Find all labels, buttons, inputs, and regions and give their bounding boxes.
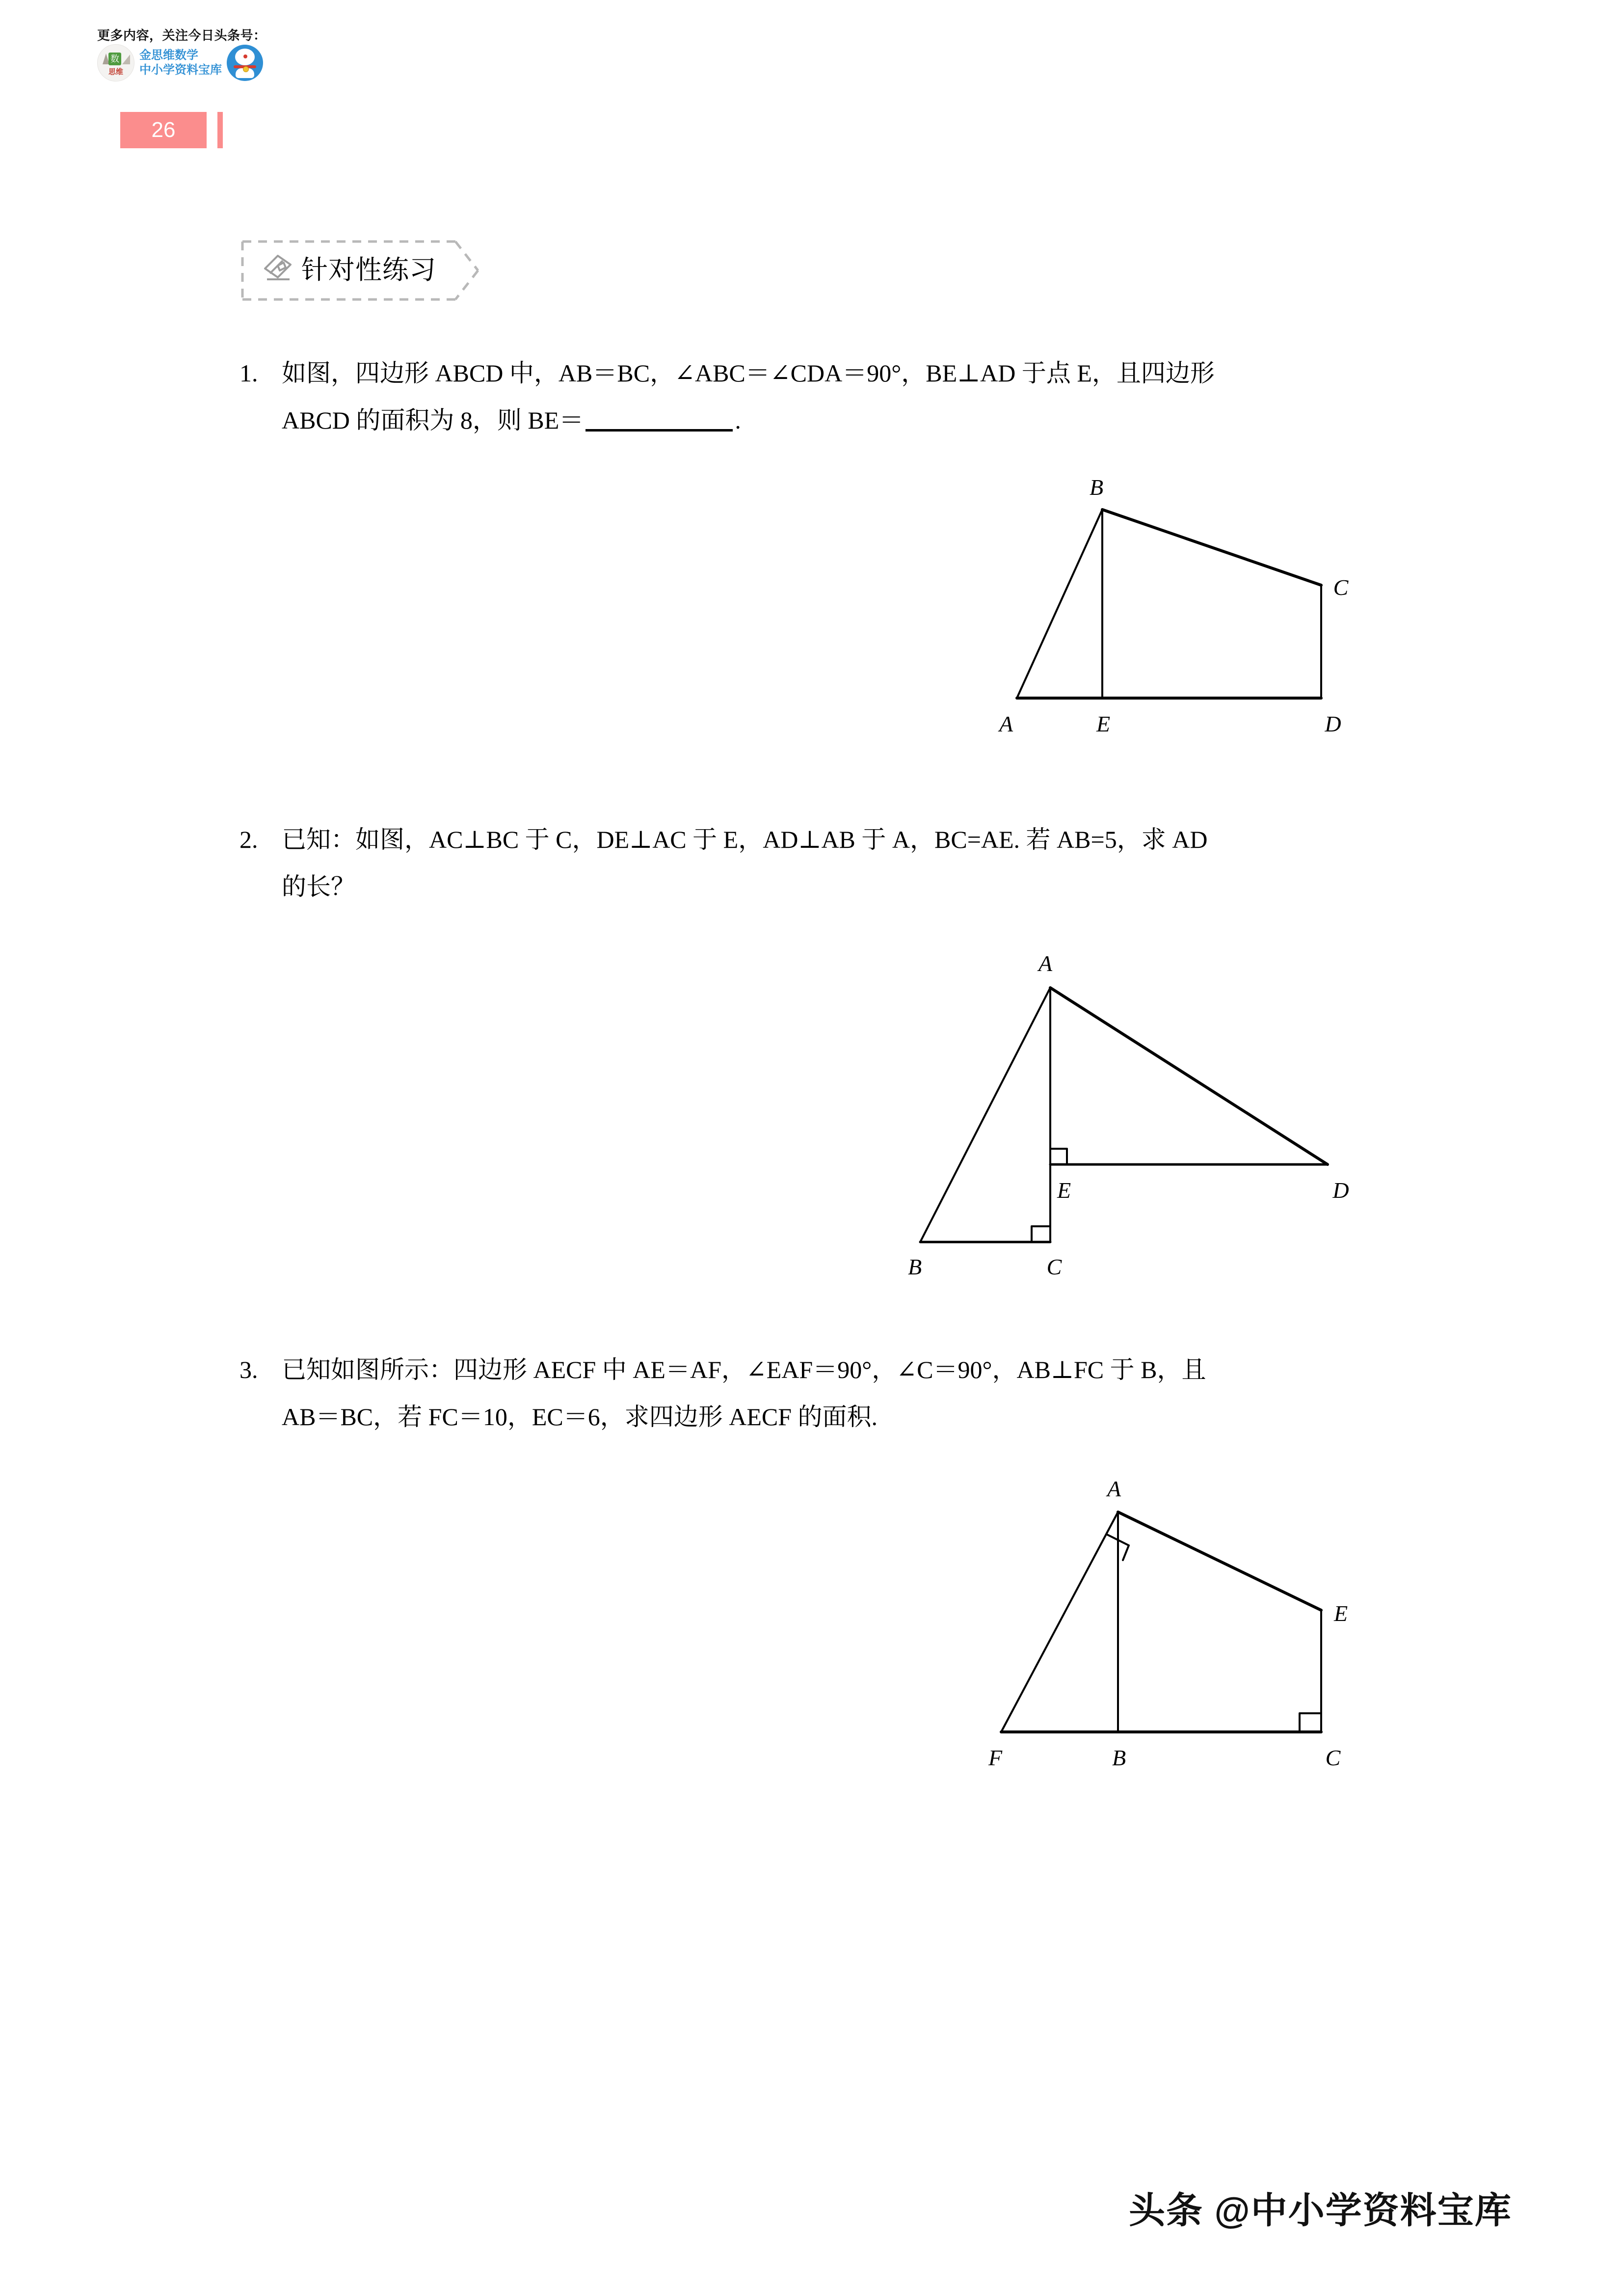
figure-2-label-A: A xyxy=(1038,951,1053,976)
jinsiwei-logo-icon xyxy=(97,44,134,81)
eraser-icon xyxy=(260,252,296,286)
figure-1-label-A: A xyxy=(999,711,1013,736)
ruler-icon xyxy=(122,54,130,64)
figure-3-label-B: B xyxy=(1112,1745,1126,1770)
figure-2-triangle-ABC-with-DE xyxy=(898,933,1364,1276)
shuxue-char-icon xyxy=(108,53,121,65)
baoku-mascot-logo-icon xyxy=(227,45,263,81)
figure-2-label-C: C xyxy=(1046,1254,1062,1276)
problem-2-text-line-1: 已知：如图，AC⊥BC 于 C，DE⊥AC 于 E，AD⊥AB 于 A，BC=AE. 若 AB=5，求 AD xyxy=(282,826,1208,853)
problem-1-line-2 xyxy=(239,397,1417,444)
section-header-label: 针对性练习 xyxy=(301,255,436,285)
promo-header xyxy=(97,26,303,77)
problem-3 xyxy=(239,1346,1417,1440)
promo-logo-row xyxy=(97,44,263,81)
page-number-value: 26 xyxy=(151,118,176,142)
brand-line-2: 中小学资料宝库 xyxy=(139,63,222,77)
figure-3-label-A: A xyxy=(1107,1476,1121,1501)
problem-2-text-line-2: 的长？ xyxy=(282,873,355,900)
problem-3-text-line-2: AB＝BC，若 FC＝10，EC＝6，求四边形 AECF 的面积. xyxy=(282,1403,878,1431)
problem-1-text-line-2-before: ABCD 的面积为 8，则 BE＝ xyxy=(282,406,584,434)
promo-brand-text xyxy=(137,49,224,77)
figure-3-svg xyxy=(972,1468,1364,1772)
problem-3-text-line-1: 已知如图所示：四边形 AECF 中 AE＝AF，∠EAF＝90°，∠C＝90°，AB⊥FC 于 B，且 xyxy=(282,1356,1206,1383)
figure-1-label-E: E xyxy=(1096,711,1111,736)
problem-1-answer-blank[interactable] xyxy=(585,429,733,432)
problem-2-line-1 xyxy=(239,816,1417,863)
problem-1-line-1 xyxy=(239,350,1417,397)
page-number-badge xyxy=(120,112,207,148)
promo-tagline: 更多内容，关注今日头条号： xyxy=(97,28,266,43)
figure-2-label-E: E xyxy=(1057,1178,1071,1203)
figure-1-label-B: B xyxy=(1089,475,1104,500)
problem-1-text-line-1: 如图，四边形 ABCD 中，AB＝BC，∠ABC＝∠CDA＝90°，BE⊥AD 于点 E，且四边形 xyxy=(282,359,1215,387)
figure-1-label-C: C xyxy=(1333,575,1349,600)
problem-1-number: 1. xyxy=(239,359,258,387)
figure-1-label-D: D xyxy=(1325,711,1341,736)
footer-watermark: 头条 @中小学资料宝库 xyxy=(1129,2190,1512,2231)
brand-line-1: 金思维数学 xyxy=(139,49,198,62)
figure-3-label-C: C xyxy=(1325,1745,1341,1770)
mascot-bell-icon xyxy=(243,66,249,72)
figure-2-svg xyxy=(898,933,1364,1276)
figure-2-label-D: D xyxy=(1332,1178,1349,1203)
problem-1 xyxy=(239,350,1417,444)
siwei-label: 思维 xyxy=(108,68,123,76)
problem-1-text-line-2-after: . xyxy=(735,406,741,434)
figure-3-quadrilateral-AECF xyxy=(972,1468,1364,1772)
problem-3-number: 3. xyxy=(239,1356,258,1383)
figure-1-svg xyxy=(972,471,1364,746)
problem-3-line-1 xyxy=(239,1346,1417,1393)
mascot-nose-icon xyxy=(243,54,247,58)
figure-3-label-E: E xyxy=(1333,1601,1348,1626)
figure-2-label-B: B xyxy=(907,1254,922,1276)
problem-3-line-2 xyxy=(239,1393,1417,1440)
problem-2-number: 2. xyxy=(239,826,258,853)
problem-2-line-2 xyxy=(239,863,1417,910)
page-number-accent-bar xyxy=(217,112,223,148)
problem-2 xyxy=(239,816,1417,910)
section-header xyxy=(239,239,480,302)
figure-1-quadrilateral-ABCD xyxy=(972,471,1364,746)
figure-3-label-F: F xyxy=(988,1745,1003,1770)
